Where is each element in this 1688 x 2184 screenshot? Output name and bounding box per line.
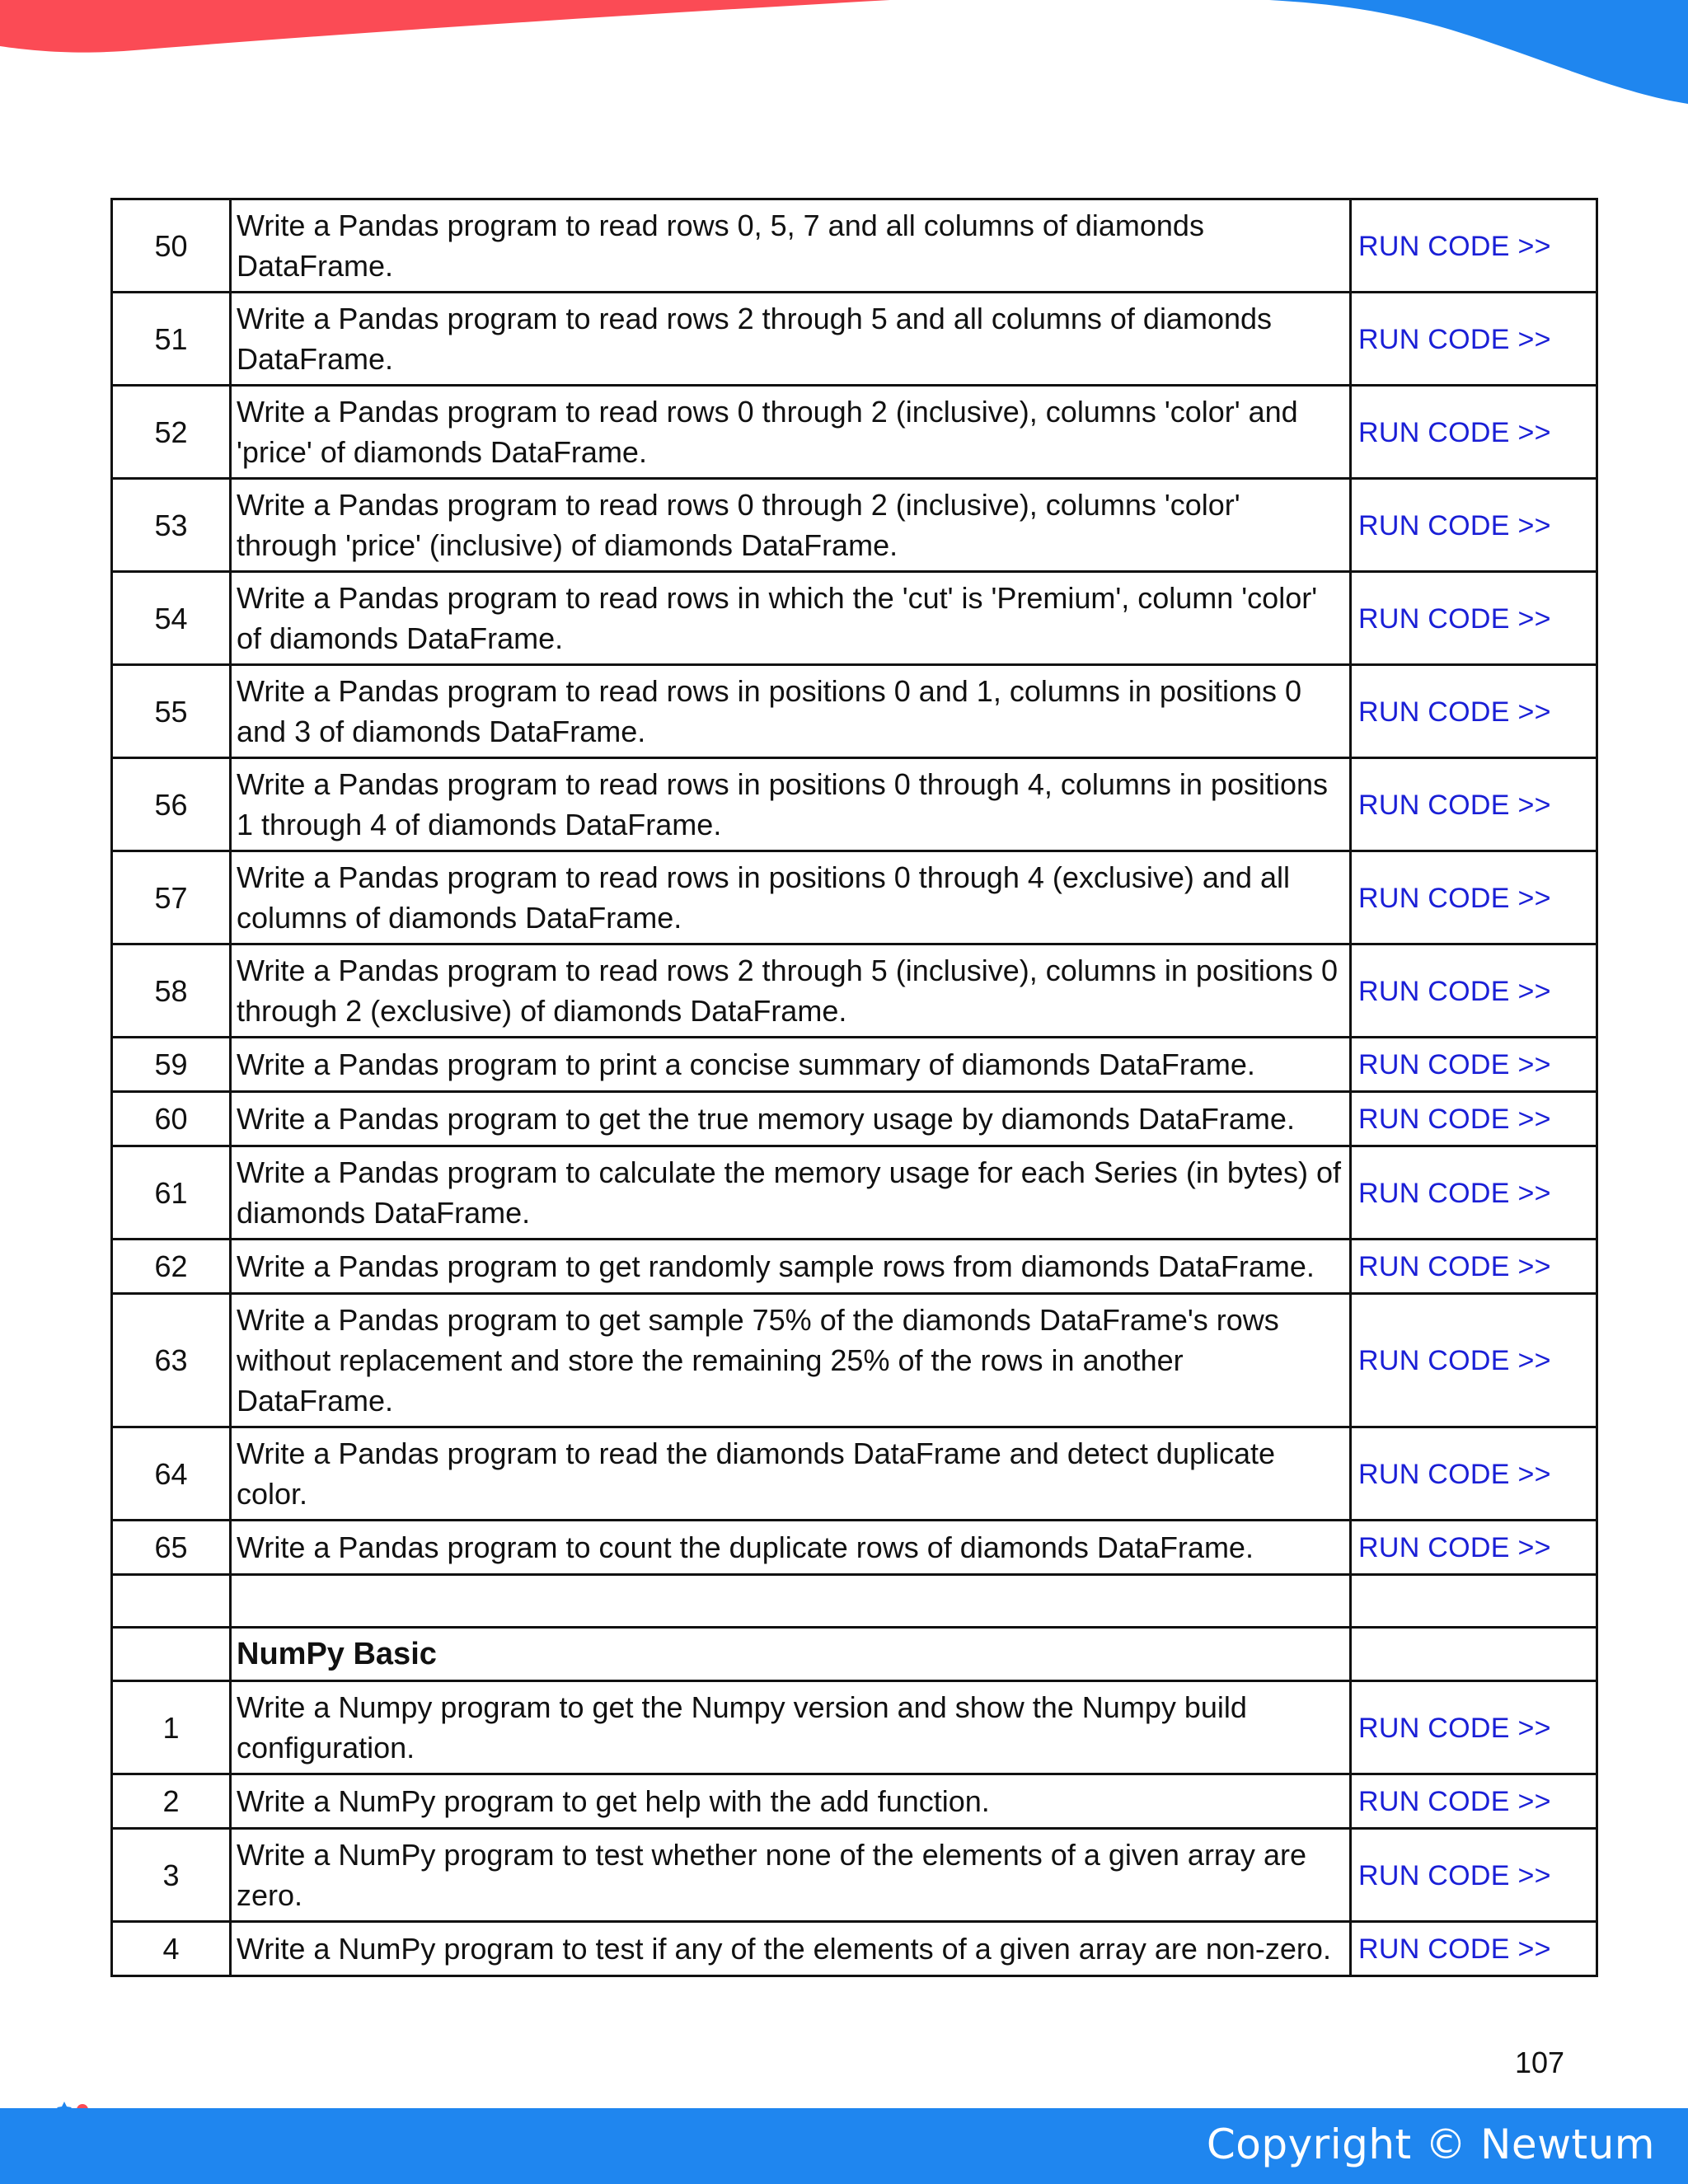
exercise-number: 59	[112, 1038, 231, 1092]
run-code-link[interactable]: RUN CODE >>	[1358, 1458, 1551, 1490]
exercise-description: Write a Pandas program to read rows 2 through 5 and all columns of diamonds DataFrame.	[231, 293, 1351, 386]
table-row	[112, 1294, 1597, 1427]
run-code-link[interactable]: RUN CODE >>	[1358, 1933, 1551, 1965]
table-row	[112, 1774, 1597, 1829]
exercise-number: 55	[112, 665, 231, 758]
exercise-number: 65	[112, 1521, 231, 1575]
run-code-link[interactable]: RUN CODE >>	[1358, 323, 1551, 355]
run-code-link[interactable]: RUN CODE >>	[1358, 1786, 1551, 1817]
table-row	[112, 1240, 1597, 1294]
spacer-rows	[112, 1575, 1597, 1681]
exercise-description: Write a Pandas program to get randomly sample rows from diamonds DataFrame.	[231, 1240, 1351, 1294]
exercise-number: 1	[112, 1681, 231, 1774]
exercise-description: Write a Numpy program to get the Numpy version and show the Numpy build configuration.	[231, 1681, 1351, 1774]
exercise-number: 52	[112, 386, 231, 479]
exercise-number: 3	[112, 1829, 231, 1922]
exercise-number: 63	[112, 1294, 231, 1427]
run-code-link[interactable]: RUN CODE >>	[1358, 1532, 1551, 1563]
header-wave	[0, 0, 1688, 107]
table-row	[112, 758, 1597, 851]
exercise-description: Write a Pandas program to read rows in positions 0 and 1, columns in positions 0 and 3 of diamonds DataFrame.	[231, 665, 1351, 758]
exercise-number: 64	[112, 1427, 231, 1521]
exercise-description: Write a NumPy program to get help with the add function.	[231, 1774, 1351, 1829]
exercise-description: Write a Pandas program to print a concise summary of diamonds DataFrame.	[231, 1038, 1351, 1092]
exercise-table	[110, 198, 1598, 1977]
table-row	[112, 1427, 1597, 1521]
exercise-number: 60	[112, 1092, 231, 1146]
exercise-description: Write a Pandas program to read rows 0, 5, 7 and all columns of diamonds DataFrame.	[231, 199, 1351, 293]
exercise-number: 50	[112, 199, 231, 293]
exercise-number: 62	[112, 1240, 231, 1294]
exercise-description: Write a Pandas program to read rows in positions 0 through 4 (exclusive) and all columns of diamonds DataFrame.	[231, 851, 1351, 944]
table-row	[112, 293, 1597, 386]
table-row	[112, 1038, 1597, 1092]
exercise-number: 54	[112, 572, 231, 665]
table-row	[112, 1092, 1597, 1146]
exercise-description: Write a Pandas program to read rows in which the 'cut' is 'Premium', column 'color' of diamonds DataFrame.	[231, 572, 1351, 665]
pandas-rows	[112, 199, 1597, 1575]
exercise-description: Write a NumPy program to test if any of the elements of a given array are non-zero.	[231, 1922, 1351, 1976]
run-code-link[interactable]: RUN CODE >>	[1358, 975, 1551, 1007]
blank-row	[112, 1575, 1597, 1628]
copyright-text: Copyright © Newtum	[1206, 2121, 1655, 2168]
run-code-link[interactable]: RUN CODE >>	[1358, 1177, 1551, 1209]
exercise-number: 51	[112, 293, 231, 386]
table-row	[112, 572, 1597, 665]
table-row	[112, 479, 1597, 572]
table-row	[112, 1521, 1597, 1575]
table-row	[112, 944, 1597, 1038]
table-row	[112, 199, 1597, 293]
run-code-link[interactable]: RUN CODE >>	[1358, 509, 1551, 541]
run-code-link[interactable]: RUN CODE >>	[1358, 1049, 1551, 1080]
table-row	[112, 1922, 1597, 1976]
exercise-description: Write a Pandas program to get sample 75% of the diamonds DataFrame's rows without replacement and store the remaining 25% of the rows in another DataFrame.	[231, 1294, 1351, 1427]
table-row	[112, 386, 1597, 479]
run-code-link[interactable]: RUN CODE >>	[1358, 696, 1551, 728]
run-code-link[interactable]: RUN CODE >>	[1358, 789, 1551, 821]
run-code-link[interactable]: RUN CODE >>	[1358, 1712, 1551, 1744]
exercise-number: 2	[112, 1774, 231, 1829]
run-code-link[interactable]: RUN CODE >>	[1358, 1859, 1551, 1891]
exercise-description: Write a Pandas program to read rows 0 through 2 (inclusive), columns 'color' through 'price' (inclusive) of diamonds DataFrame.	[231, 479, 1351, 572]
exercise-description: Write a Pandas program to calculate the memory usage for each Series (in bytes) of diamonds DataFrame.	[231, 1146, 1351, 1240]
table-row	[112, 665, 1597, 758]
run-code-link[interactable]: RUN CODE >>	[1358, 230, 1551, 262]
section-header-row	[112, 1628, 1597, 1681]
exercise-number: 61	[112, 1146, 231, 1240]
table-row	[112, 1681, 1597, 1774]
run-code-link[interactable]: RUN CODE >>	[1358, 1104, 1551, 1135]
section-title: NumPy Basic	[237, 1637, 437, 1671]
exercise-description: Write a Pandas program to read rows 2 through 5 (inclusive), columns in positions 0 through 2 (exclusive) of diamonds DataFrame.	[231, 944, 1351, 1038]
run-code-link[interactable]: RUN CODE >>	[1358, 882, 1551, 914]
exercise-description: Write a Pandas program to get the true memory usage by diamonds DataFrame.	[231, 1092, 1351, 1146]
numpy-rows	[112, 1681, 1597, 1976]
exercise-number: 58	[112, 944, 231, 1038]
exercise-description: Write a Pandas program to read the diamonds DataFrame and detect duplicate color.	[231, 1427, 1351, 1521]
exercise-number: 53	[112, 479, 231, 572]
exercise-number: 4	[112, 1922, 231, 1976]
table-row	[112, 1829, 1597, 1922]
run-code-link[interactable]: RUN CODE >>	[1358, 416, 1551, 448]
run-code-link[interactable]: RUN CODE >>	[1358, 602, 1551, 635]
exercise-description: Write a NumPy program to test whether none of the elements of a given array are zero.	[231, 1829, 1351, 1922]
table-row	[112, 1146, 1597, 1240]
run-code-link[interactable]: RUN CODE >>	[1358, 1251, 1551, 1282]
exercise-number: 56	[112, 758, 231, 851]
page-number: 107	[1515, 2046, 1565, 2079]
table-row	[112, 851, 1597, 944]
exercise-number: 57	[112, 851, 231, 944]
exercise-description: Write a Pandas program to read rows in positions 0 through 4, columns in positions 1 through 4 of diamonds DataFrame.	[231, 758, 1351, 851]
run-code-link[interactable]: RUN CODE >>	[1358, 1345, 1551, 1376]
exercise-description: Write a Pandas program to read rows 0 through 2 (inclusive), columns 'color' and 'price' of diamonds DataFrame.	[231, 386, 1351, 479]
exercise-description: Write a Pandas program to count the duplicate rows of diamonds DataFrame.	[231, 1521, 1351, 1575]
